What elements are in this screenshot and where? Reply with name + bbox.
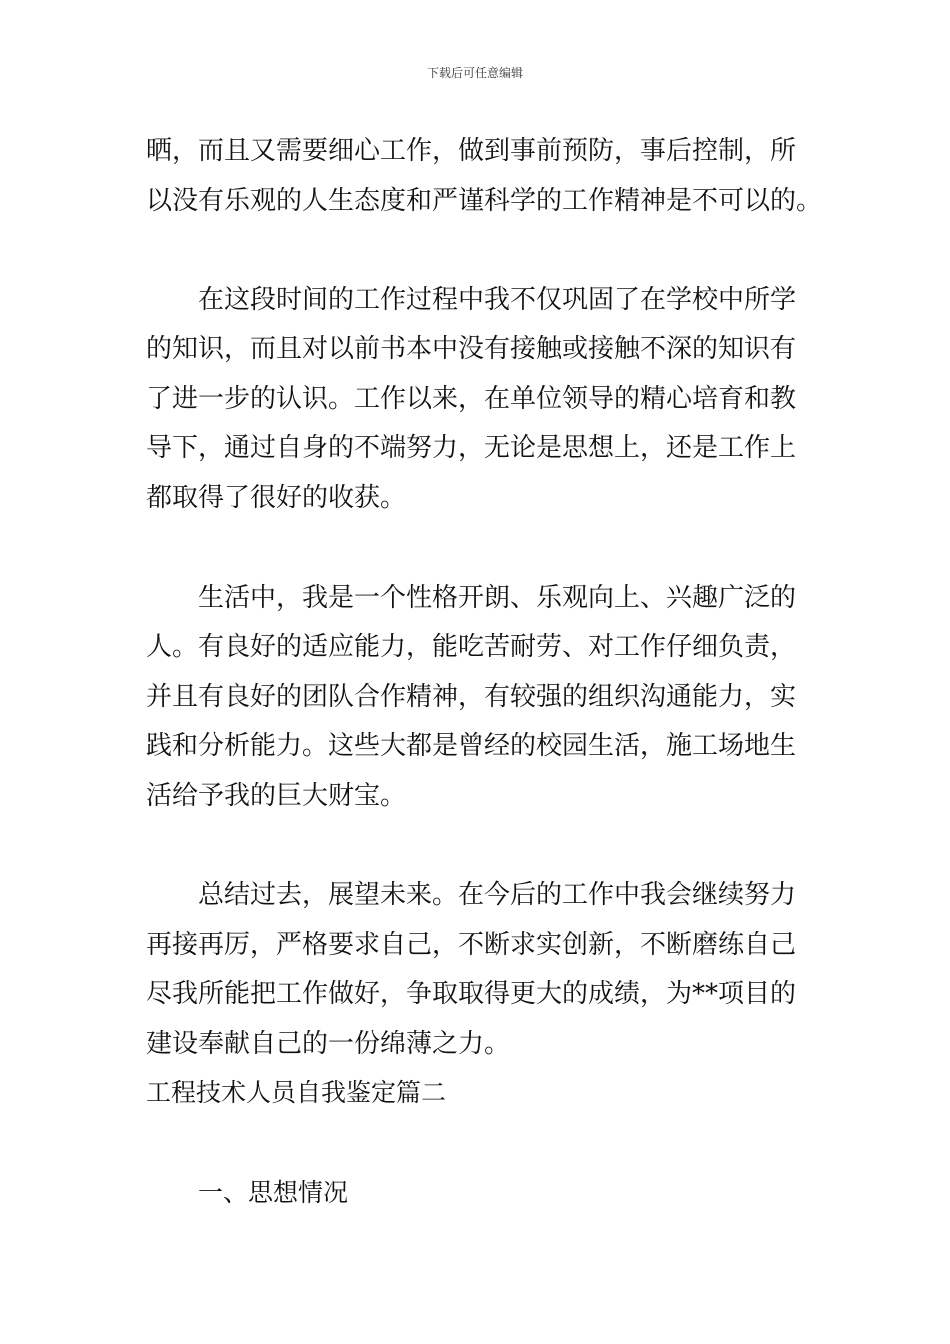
paragraph-line: 人。有良好的适应能力，能吃苦耐劳、对工作仔细负责，: [146, 632, 797, 662]
paragraph-line: 都取得了很好的收获。: [146, 483, 407, 513]
paragraph-line: 尽我所能把工作做好，争取取得更大的成绩，为**项目的: [146, 979, 797, 1009]
section-title: 工程技术人员自我鉴定篇二: [146, 1078, 447, 1107]
paragraph-line: 以没有乐观的人生态度和严谨科学的工作精神是不可以的。: [146, 186, 823, 216]
paragraph-line: 践和分析能力。这些大都是曾经的校园生活，施工场地生: [146, 731, 797, 761]
paragraph-line: 的知识，而且对以前书本中没有接触或接触不深的知识有: [146, 334, 797, 364]
paragraph-line: 导下，通过自身的不端努力，无论是思想上，还是工作上: [146, 433, 797, 463]
paragraph-line: 在这段时间的工作过程中我不仅巩固了在学校中所学: [198, 285, 797, 315]
paragraph-line: 生活中，我是一个性格开朗、乐观向上、兴趣广泛的: [198, 583, 797, 613]
paragraph-line: 了进一步的认识。工作以来，在单位领导的精心培育和教: [146, 384, 797, 414]
paragraph-line: 晒，而且又需要细心工作，做到事前预防，事后控制，所: [146, 136, 797, 166]
paragraph-line: 建设奉献自己的一份绵薄之力。: [146, 1029, 511, 1059]
subsection-title: 一、思想情况: [198, 1178, 349, 1207]
paragraph-line: 并且有良好的团队合作精神，有较强的组织沟通能力，实: [146, 682, 797, 712]
paragraph-line: 活给予我的巨大财宝。: [146, 781, 407, 811]
paragraph-line: 再接再厉，严格要求自己，不断求实创新，不断磨练自己: [146, 930, 797, 960]
paragraph-line: 总结过去，展望未来。在今后的工作中我会继续努力: [198, 880, 797, 910]
page-header: 下载后可任意编辑: [426, 66, 523, 80]
